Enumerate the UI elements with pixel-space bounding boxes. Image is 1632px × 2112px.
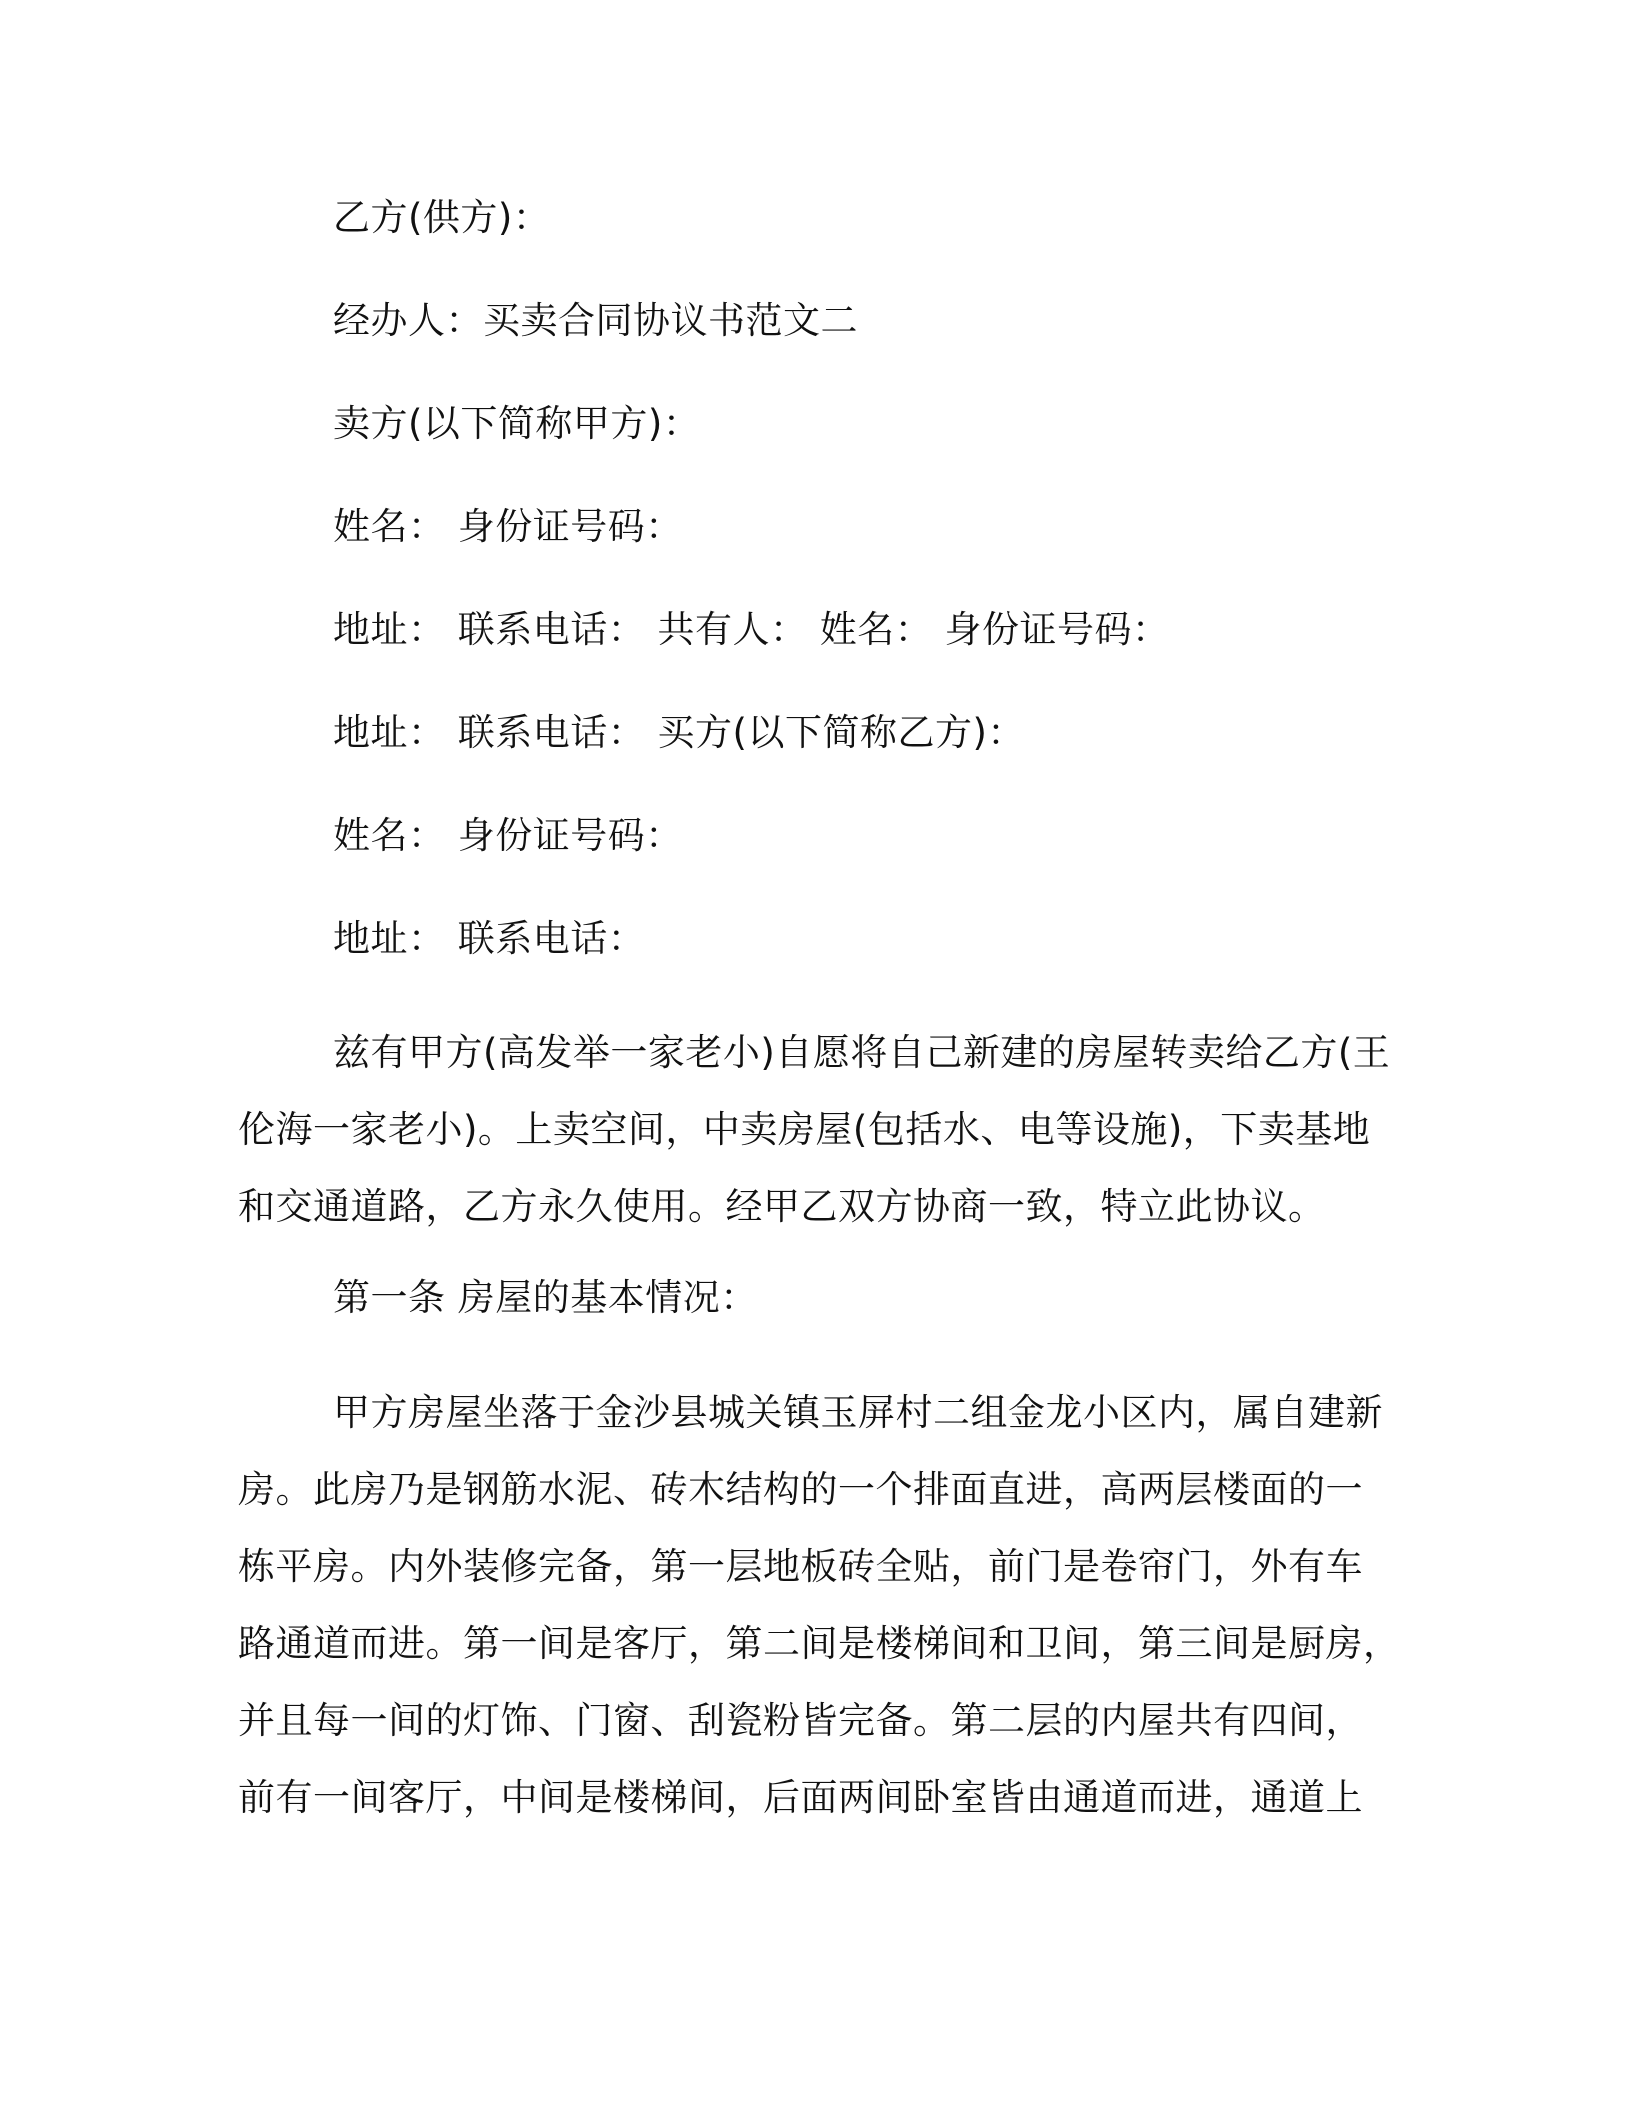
buyer-name-id-line: 姓名： 身份证号码： [333, 814, 683, 857]
paragraph-line: 房。此房乃是钢筋水泥、砖木结构的一个排面直进，高两层楼面的一 [238, 1468, 1363, 1511]
section-heading: 第一条 房屋的基本情况： [333, 1276, 758, 1319]
paragraph-line: 伦海一家老小)。上卖空间，中卖房屋(包括水、电等设施)，下卖基地 [238, 1108, 1371, 1151]
paragraph-line: 路通道而进。第一间是客厅，第二间是楼梯间和卫间，第三间是厨房， [238, 1622, 1401, 1665]
paragraph-line: 甲方房屋坐落于金沙县城关镇玉屏村二组金龙小区内，属自建新 [333, 1391, 1383, 1434]
paragraph-line: 和交通道路，乙方永久使用。经甲乙双方协商一致，特立此协议。 [238, 1185, 1326, 1228]
coowner-address-buyer-line: 地址： 联系电话： 买方(以下简称乙方)： [333, 711, 1025, 754]
party-b-supplier-line: 乙方(供方)： [333, 196, 551, 239]
seller-name-id-line: 姓名： 身份证号码： [333, 505, 683, 548]
seller-party-a-line: 卖方(以下简称甲方)： [333, 402, 701, 445]
house-description-paragraph [238, 1374, 1401, 1836]
paragraph-line: 前有一间客厅，中间是楼梯间，后面两间卧室皆由通道而进，通道上 [238, 1776, 1363, 1819]
paragraph-line: 兹有甲方(高发举一家老小)自愿将自己新建的房屋转卖给乙方(王 [333, 1031, 1391, 1074]
paragraph-line: 栋平房。内外装修完备，第一层地板砖全贴，前门是卷帘门，外有车 [238, 1545, 1363, 1588]
paragraph-line: 并且每一间的灯饰、门窗、刮瓷粉皆完备。第二层的内屋共有四间， [238, 1699, 1363, 1742]
agreement-intro-paragraph [238, 1014, 1391, 1245]
agent-title-line: 经办人：买卖合同协议书范文二 [333, 299, 858, 342]
buyer-address-phone-line: 地址： 联系电话： [333, 917, 646, 960]
seller-address-coowner-line: 地址： 联系电话： 共有人： 姓名： 身份证号码： [333, 608, 1170, 651]
